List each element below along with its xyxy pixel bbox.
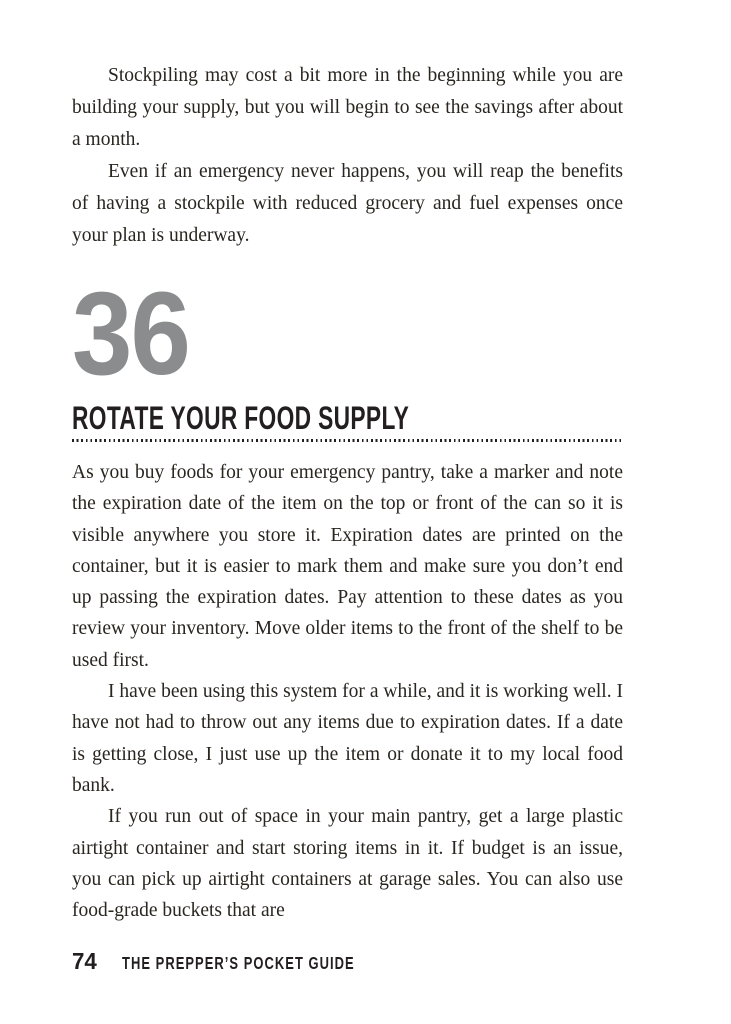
continuation-paragraph: Stockpiling may cost a bit more in the beginning while you are building your supply, but you will begin to see the savings after about a month. xyxy=(72,65,623,150)
section-title-text: ROTATE YOUR FOOD SUPPLY xyxy=(72,400,410,436)
section-paragraph: As you buy foods for your emergency pantry, take a marker and note the expiration date of the item on the top or front of the can so it is visible anywhere you store it. Expiration dates are printed on the container, but it is easier to mark them and make sure you don’t end up passing the expiration dates. Pay attention to these dates as you review your inventory. Move older items to the front of the shelf to be used first. xyxy=(72,462,623,671)
section-paragraph: I have been using this system for a while, and it is working well. I have not had to throw out any items due to expiration dates. If a date is getting close, I just use up the item or donate it to my local food bank. xyxy=(72,681,623,796)
dotted-divider xyxy=(72,439,623,442)
section-body xyxy=(72,457,623,926)
book-title-text: THE PREPPER’S POCKET GUIDE xyxy=(122,953,355,973)
section-number xyxy=(72,268,623,400)
continuation-paragraph: Even if an emergency never happens, you will reap the benefits of having a stockpile with reduced grocery and fuel expenses once your plan is underway. xyxy=(72,161,623,246)
continued-section-text xyxy=(72,60,623,252)
book-title xyxy=(122,953,437,974)
page-content xyxy=(72,60,623,926)
section-paragraph: If you run out of space in your main pantry, get a large plastic airtight container and start storing items in it. If budget is an issue, you can pick up airtight containers at garage sales. You can also use food-grade buckets that are xyxy=(72,806,623,922)
section-title xyxy=(72,400,623,436)
section-number-text: 36 xyxy=(72,268,190,400)
page-footer xyxy=(72,948,437,975)
page-number xyxy=(72,948,98,975)
page-number-text: 74 xyxy=(72,948,97,974)
